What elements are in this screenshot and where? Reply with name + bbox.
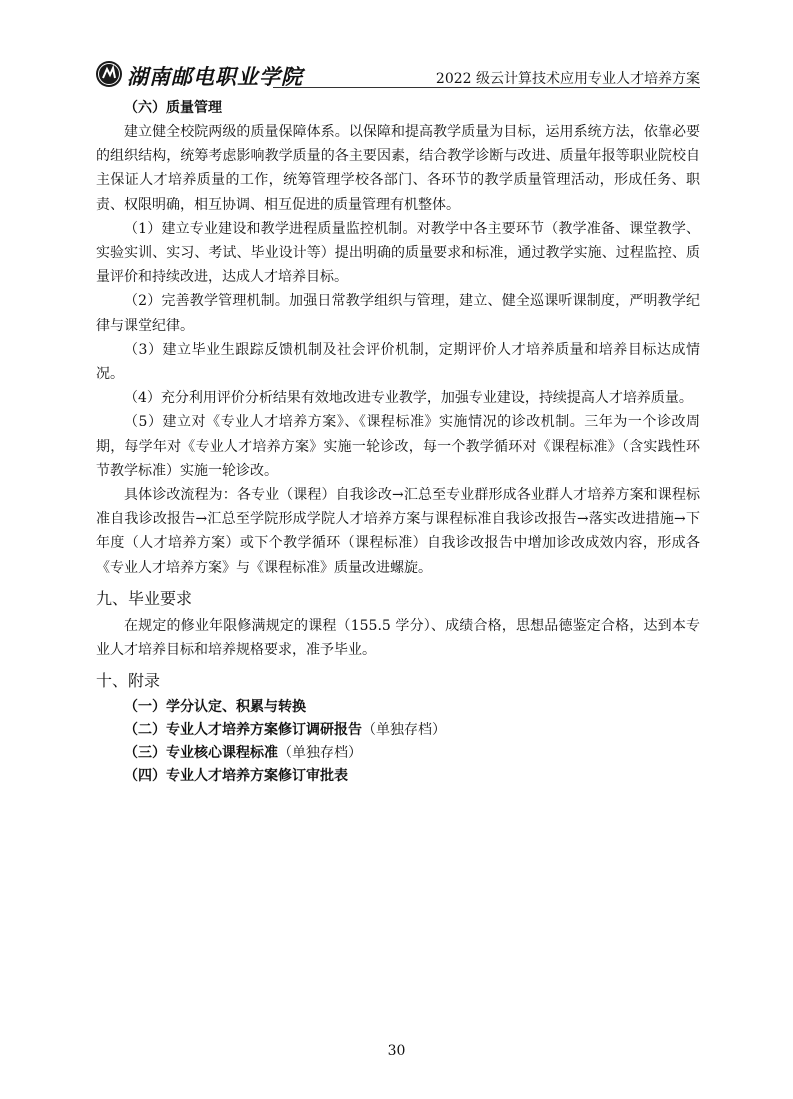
- graduation-text: 在规定的修业年限修满规定的课程（155.5 学分）、成绩合格，思想品德鉴定合格，达到本专业人才培养目标和培养规格要求，准予毕业。: [96, 617, 700, 659]
- appendix-heading: 十、附录: [96, 671, 161, 691]
- appendix-item-label: （四）专业人才培养方案修订审批表: [124, 768, 348, 785]
- appendix-item-note: （单独存档）: [278, 745, 362, 762]
- quality-item: （1）建立专业建设和教学进程质量监控机制。对教学中各主要环节（教学准备、课堂教学、实验实训、实习、考试、毕业设计等）提出明确的质量要求和标准，通过教学实施、过程监控、质量评价和持续改进，达成人才培养目标。: [96, 220, 700, 286]
- appendix-item: [96, 696, 700, 719]
- appendix-item-label: （一）学分认定、积累与转换: [124, 699, 306, 716]
- appendix-item: [96, 719, 700, 742]
- appendix-item-label: （二）专业人才培养方案修订调研报告: [124, 722, 362, 739]
- page-content: [96, 97, 700, 788]
- diagnosis-flow: 具体诊改流程为：各专业（课程）自我诊改→汇总至专业群形成各业群人才培养方案和课程标准自我诊改报告→汇总至学院形成学院人才培养方案与课程标准自我诊改报告→落实改进措施→下年度（人才培养方案）或下个教学循环（课程标准）自我诊改报告中增加诊改成效内容，形成各《专业人才培养方案》与《课程标准》质量改进螺旋。: [96, 487, 700, 576]
- quality-item: （5）建立对《专业人才培养方案》、《课程标准》实施情况的诊改机制。三年为一个诊改周期，每学年对《专业人才培养方案》实施一轮诊改，每一个教学循环对《课程标准》（含实践性环节教学标准）实施一轮诊改。: [96, 414, 700, 479]
- appendix-item-label: （三）专业核心课程标准: [124, 745, 278, 762]
- graduation-heading: 九、毕业要求: [96, 588, 193, 608]
- document-title: 2022 级云计算技术应用专业人才培养方案: [435, 71, 700, 87]
- quality-heading: （六）质量管理: [124, 100, 222, 116]
- appendix-item: [96, 765, 700, 788]
- school-logo-text: 湖南邮电职业学院: [127, 64, 303, 89]
- quality-intro: 建立健全校院两级的质量保障体系。以保障和提高教学质量为目标，运用系统方法，依靠必要的组织结构，统筹考虑影响教学质量的各主要因素，结合教学诊断与改进、质量年报等职业院校自主保证人才培养质量的工作，统筹管理学校各部门、各环节的教学质量管理活动，形成任务、职责、权限明确，相互协调、相互促进的质量管理有机整体。: [96, 124, 700, 213]
- school-logo-icon: [95, 60, 123, 88]
- quality-item: （4）充分利用评价分析结果有效地改进专业教学，加强专业建设，持续提高人才培养质量。: [124, 390, 693, 407]
- appendix-item: [96, 742, 700, 765]
- page-number: 30: [387, 1043, 406, 1059]
- quality-item: （2）完善教学管理机制。加强日常教学组织与管理，建立、健全巡课听课制度，严明教学纪律与课堂纪律。: [96, 293, 700, 334]
- quality-item: （3）建立毕业生跟踪反馈机制及社会评价机制，定期评价人才培养质量和培养目标达成情况。: [96, 341, 700, 383]
- page-header: [95, 58, 700, 90]
- header-divider: [273, 87, 700, 88]
- appendix-item-note: （单独存档）: [362, 722, 446, 739]
